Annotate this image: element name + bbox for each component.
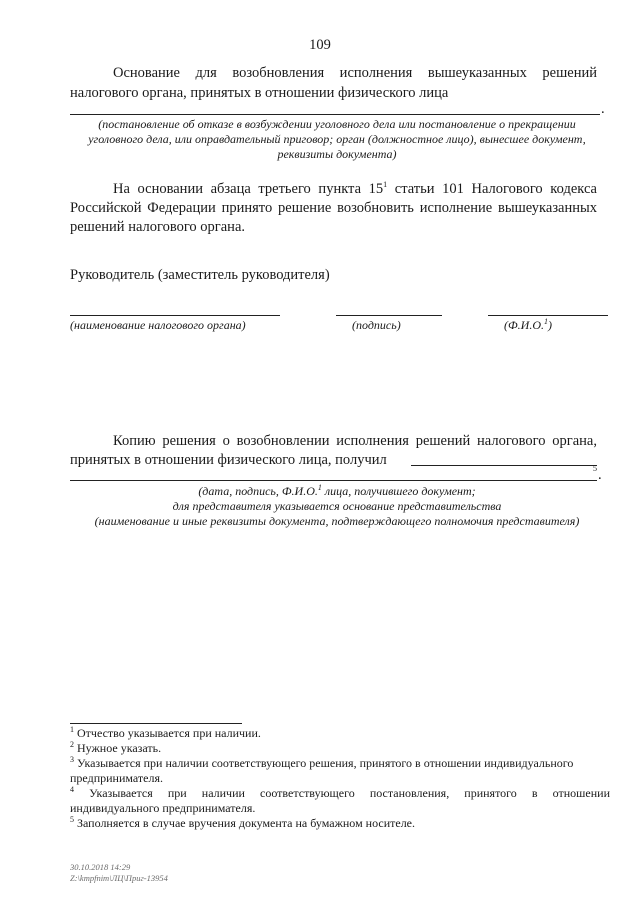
footnote-4-number: 4 [70, 785, 74, 794]
footnote-5-number: 5 [70, 815, 74, 824]
basis-line-2: налогового органа, принятых в отношении физического лица [70, 85, 449, 101]
footnote-1 [70, 726, 261, 741]
basis-caption-1: (постановление об отказе в возбуждении уголовного дела или постановление о прекращении [98, 117, 576, 131]
fio-label-text: (Ф.И.О. [504, 318, 544, 332]
decision-line-1-post: статьи 101 Налогового кодекса [387, 181, 597, 197]
footnote-2 [70, 741, 161, 756]
print-stamp-path: Z:\kmpfnim\ЛЦ\Приг-13954 [70, 873, 168, 883]
footnote-2-text: Нужное указать. [77, 741, 162, 755]
fio-label-close: ) [547, 318, 552, 332]
signature-line [336, 315, 442, 316]
recipient-caption-1-post: лица, получившего документ; [321, 484, 476, 498]
fio-footnote-ref: 1 [543, 317, 548, 326]
fio-label [504, 318, 552, 333]
recipient-line-2 [70, 480, 597, 481]
footnote-separator [70, 723, 242, 724]
basis-line-1: Основание для возобновления исполнения вышеуказанных решений [113, 65, 597, 81]
copy-line-2: принятых в отношении физического лица, получил [70, 452, 387, 468]
footnote-ref-5: 5 [593, 464, 597, 473]
signature-label: (подпись) [352, 318, 401, 332]
basis-document-line [70, 114, 600, 115]
recipient-caption-1-pre: (дата, подпись, Ф.И.О. [198, 484, 318, 498]
decision-line-1-pre: На основании абзаца третьего пункта 15 [113, 181, 384, 197]
footnote-4-text: Указывается при наличии соответствующего постановления, принятого в отношении [89, 786, 610, 800]
footnote-2-number: 2 [70, 740, 74, 749]
org-name-label: (наименование налогового органа) [70, 318, 246, 332]
recipient-caption-1 [62, 484, 612, 499]
footnote-3-number: 3 [70, 755, 74, 764]
decision-line-2: Российской Федерации принято решение возобновить исполнение вышеуказанных [70, 200, 597, 216]
footnote-3 [70, 756, 610, 771]
recipient-line-1 [411, 465, 597, 466]
fio-line [488, 315, 608, 316]
decision-line-3: решений налогового органа. [70, 219, 245, 235]
footnote-1-number: 1 [70, 725, 74, 734]
footnote-5-text: Заполняется в случае вручения документа на бумажном носителе. [77, 816, 416, 830]
basis-caption-3: реквизиты документа) [277, 147, 397, 161]
recipient-trailing-dot: . [598, 467, 602, 483]
page-number: 109 [309, 37, 331, 53]
footnote-4 [70, 786, 610, 801]
footnote-1-text: Отчество указывается при наличии. [77, 726, 261, 740]
print-stamp-date: 30.10.2018 14:29 [70, 862, 131, 872]
footnote-ref-1: 1 [383, 180, 388, 190]
footnote-3-text: Указывается при наличии соответствующего решения, принятого в отношении индивидуального [77, 756, 574, 770]
basis-caption-2: уголовного дела, или оправдательный приговор; орган (должностное лицо), вынесшее документ, [88, 132, 586, 146]
copy-line-1: Копию решения о возобновлении исполнения решений налогового органа, [113, 433, 597, 449]
footnote-4-continuation: индивидуального предпринимателя. [70, 801, 256, 815]
recipient-caption-footnote-ref: 1 [317, 483, 322, 492]
decision-line-1 [113, 180, 597, 199]
org-name-line [70, 315, 280, 316]
footnote-5 [70, 816, 415, 831]
signature-title: Руководитель (заместитель руководителя) [70, 267, 330, 283]
footnote-3-continuation: предпринимателя. [70, 771, 163, 785]
recipient-caption-2: для представителя указывается основание представительства [172, 499, 502, 513]
recipient-caption-3: (наименование и иные реквизиты документа, подтверждающего полномочия представителя) [94, 514, 580, 528]
basis-trailing-dot: . [601, 101, 605, 117]
